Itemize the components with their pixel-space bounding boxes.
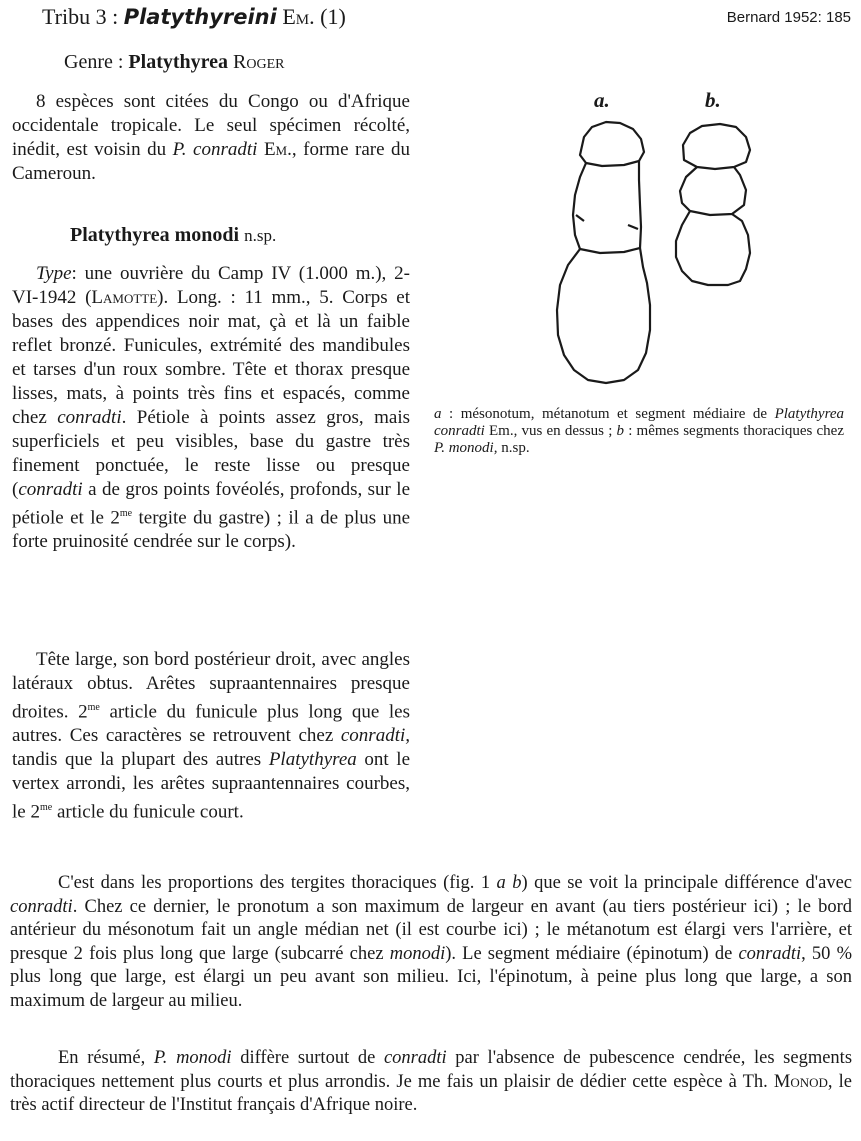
figure-label-b: b. bbox=[705, 88, 721, 112]
citation: Bernard 1952: 185 bbox=[726, 9, 851, 26]
figure-a-metanotum bbox=[573, 161, 641, 253]
tribe-author: Em. bbox=[282, 4, 315, 29]
intro-paragraph: 8 espèces sont citées du Congo ou d'Afrique occidentale tropicale. Le seul spécimen récolté, inédit, est voisin du P. conradti Em., forme rare du Cameroun. bbox=[12, 91, 411, 184]
genus-author: Roger bbox=[233, 51, 285, 73]
genus-name: Platythyrea bbox=[128, 51, 229, 73]
tribe-footnote-ref: (1) bbox=[320, 4, 346, 29]
genus-prefix: Genre : bbox=[64, 51, 124, 73]
species-heading bbox=[70, 224, 276, 247]
figure-b-mesonotum bbox=[683, 124, 750, 169]
figure-label-a: a. bbox=[594, 88, 610, 112]
species-name: Platythyrea monodi bbox=[70, 224, 240, 246]
head-paragraph: Tête large, son bord postérieur droit, avec angles latéraux obtus. Arêtes supraantennaires presque droites. $2^{me}$ article du funicule plus long que les autres. Ces caractères se retrouvent chez conradti, tandis que la plupart des autres Platythyrea ont le vertex arrondi, les arêtes supraantennaires courbes, le $2^{me}$ article du funicule court. bbox=[12, 649, 411, 823]
tribe-prefix: Tribu 3 : bbox=[42, 4, 119, 29]
tribe-name: Platythyreini bbox=[123, 5, 277, 29]
tribe-heading bbox=[42, 4, 346, 30]
genus-heading bbox=[64, 51, 284, 74]
figure-b-metanotum bbox=[680, 167, 746, 215]
thoracic-segments-figure bbox=[540, 115, 780, 390]
figure-a-mesonotum bbox=[580, 122, 644, 166]
summary-paragraph: En résumé, P. monodi diffère surtout de conradti par l'absence de pubescence cendrée, les segments thoraciques nettement plus courts et plus arrondis. Je me fais un plaisir de dédier cette espèce à Th. Monod, le très actif directeur de l'Institut français d'Afrique noire. bbox=[10, 1048, 853, 1115]
figure-b-median-segment bbox=[676, 211, 750, 285]
proportions-paragraph: C'est dans les proportions des tergites thoraciques (fig. 1 a b) que se voit la principale différence d'avec conradti. Chez ce dernier, le pronotum a son maximum de largeur en avant (au tiers postérieur ici) ; le bord antérieur du mésonotum fait un angle médian net (il est courbe ici) ; le métanotum est élargi vers l'arrière, et presque 2 fois plus long que large (subcarré chez monodi). Le segment médiaire (épinotum) de conradti, 50 % plus long que large, est élargi un peu avant son milieu. Ici, l'épinotum, à peine plus long que large, a son maximum de largeur au milieu. bbox=[10, 873, 853, 1011]
species-suffix: n.sp. bbox=[244, 226, 277, 245]
type-label: Type bbox=[36, 263, 72, 284]
figure-caption: a : mésonotum, métanotum et segment médiaire de Platythyrea conradti Em., vus en dessus ; b : mêmes segments thoraciques chez P. monodi, n.sp. bbox=[434, 406, 845, 456]
figure-a-median-segment bbox=[557, 248, 650, 383]
type-paragraph: Type: une ouvrière du Camp IV (1.000 m.), 2-VI-1942 (Lamotte). Long. : 11 mm., 5. Corps et bases des appendices noir mat, çà et là un faible reflet bronzé. Funicules, extrémité des mandibules et tarses d'un roux sombre. Tête et thorax presque lisses, mats, à points très fins et espacés, comme chez conradti. Pétiole à points assez gros, mais superficiels et peu visibles, base du gastre très finement ponctuée, le reste lisse ou presque (conradti a de gros points fovéolés, profonds, sur le pétiole et le $2^{me}$ tergite du gastre) ; il a de plus une forte pruinosité cendrée sur le corps). bbox=[12, 263, 411, 553]
